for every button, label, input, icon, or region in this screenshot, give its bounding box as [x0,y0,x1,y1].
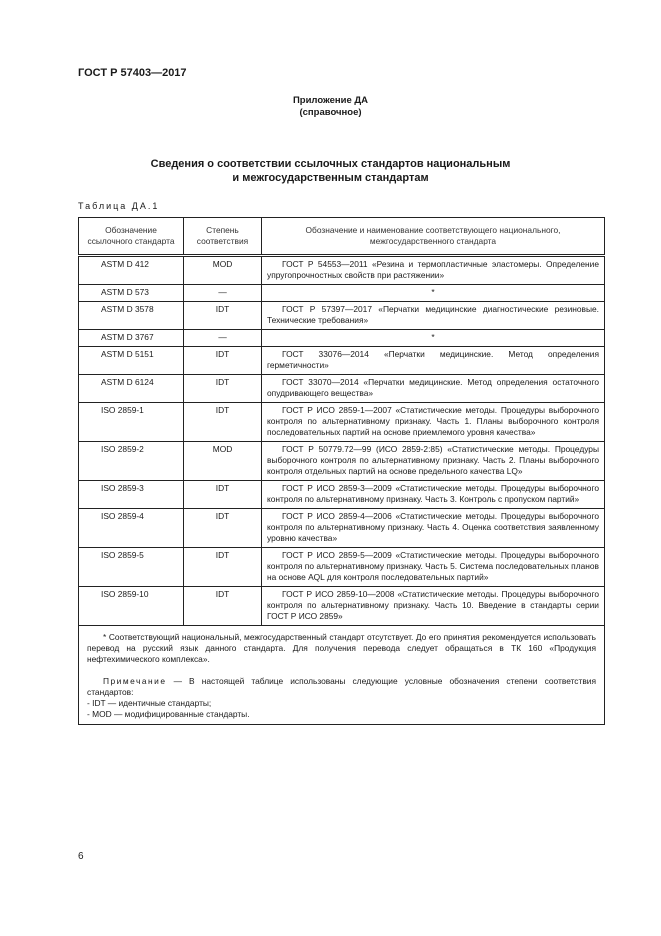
appendix-title: Приложение ДА [292,95,369,106]
table-row [79,302,605,330]
national-standard: ГОСТ 33070—2014 «Перчатки медицинские. Метод определения остаточного опудривающего вещества» [262,375,605,403]
degree-of-correspondence: — [184,330,262,347]
note-text: — В настоящей таблице использованы следующие условные обозначения степени соответствия стандартов: [87,676,596,697]
reference-standard: ISO 2859-3 [79,481,184,509]
appendix-subtitle: (справочное) [299,107,362,118]
national-standard: ГОСТ Р ИСО 2859-4—2006 «Статистические методы. Процедуры выборочного контроля по альтернативному признаку. Часть 4. Оценка соответствия заявленному уровню качества» [262,509,605,548]
degree-of-correspondence: IDT [184,509,262,548]
national-standard: ГОСТ Р ИСО 2859-5—2009 «Статистические методы. Процедуры выборочного контроля по альтернативному признаку. Часть 5. Система последовательных планов на основе AQL для контроля последовательных партий» [262,548,605,587]
reference-standard: ISO 2859-1 [79,403,184,442]
correspondence-table [78,217,605,725]
national-standard: ГОСТ Р ИСО 2859-10—2008 «Статистические методы. Процедуры выборочного контроля по альтернативному признаку. Часть 10. Введение в стандарты серии ГОСТ Р ИСО 2859» [262,587,605,626]
column-header-national: Обозначение и наименование соответствующего национального, межгосударственного стандарта [262,218,605,256]
table-row [79,481,605,509]
reference-standard: ASTM D 3578 [79,302,184,330]
reference-standard: ASTM D 3767 [79,330,184,347]
degree-of-correspondence: IDT [184,347,262,375]
degree-of-correspondence: IDT [184,403,262,442]
table-row [79,375,605,403]
national-standard: ГОСТ Р 57397—2017 «Перчатки медицинские диагностические резиновые. Технические требования» [262,302,605,330]
table-row [79,548,605,587]
table-row [79,256,605,285]
column-header-reference: Обозначение ссылочного стандарта [79,218,184,256]
degree-of-correspondence: — [184,285,262,302]
section-title [0,157,661,185]
note-label: Примечание [103,676,167,686]
table-row [79,330,605,347]
national-standard: ГОСТ Р ИСО 2859-1—2007 «Статистические методы. Процедуры выборочного контроля по альтернативному признаку. Часть 1. Планы выборочного контроля последовательных партий на основе приемлемого уровня качества» [262,403,605,442]
national-standard: ГОСТ Р 50779.72—99 (ИСО 2859-2:85) «Статистические методы. Процедуры выборочного контроля по альтернативному признаку. Часть 2. Планы выборочного контроля отдельных партий на основе предельного качества LQ» [262,442,605,481]
reference-standard: ISO 2859-4 [79,509,184,548]
note [87,676,596,698]
reference-standard: ASTM D 5151 [79,347,184,375]
table-notes [79,626,605,725]
degree-of-correspondence: MOD [184,256,262,285]
appendix-heading [0,95,661,119]
note-item-idt: - IDT — идентичные стандарты; [87,698,212,708]
table-row [79,587,605,626]
degree-of-correspondence: IDT [184,375,262,403]
reference-standard: ASTM D 6124 [79,375,184,403]
degree-of-correspondence: IDT [184,302,262,330]
national-standard: ГОСТ Р 54553—2011 «Резина и термопластичные эластомеры. Определение упругопрочностных свойств при растяжении» [262,256,605,285]
national-standard: * [262,285,605,302]
table-row [79,442,605,481]
degree-of-correspondence: MOD [184,442,262,481]
table-header-row [79,218,605,256]
table-row [79,403,605,442]
table-row [79,285,605,302]
reference-standard: ISO 2859-5 [79,548,184,587]
table-row [79,347,605,375]
national-standard: * [262,330,605,347]
note-item-mod: - MOD — модифицированные стандарты. [87,709,250,719]
degree-of-correspondence: IDT [184,587,262,626]
table-row [79,509,605,548]
reference-standard: ISO 2859-10 [79,587,184,626]
table-label: Таблица ДА.1 [78,201,160,211]
page-number: 6 [78,851,84,862]
reference-standard: ASTM D 412 [79,256,184,285]
national-standard: ГОСТ 33076—2014 «Перчатки медицинские. Метод определения герметичности» [262,347,605,375]
document-header: ГОСТ Р 57403—2017 [78,67,187,79]
reference-standard: ISO 2859-2 [79,442,184,481]
table-notes-row [79,626,605,725]
column-header-degree: Степень соответствия [184,218,262,256]
footnote: * Соответствующий национальный, межгосударственный стандарт отсутствует. До его принятия рекомендуется использовать перевод на русский язык данного стандарта. Для получения перевода следует обращаться в ТК 160 «Продукция нефтехимического комплекса». [87,632,596,664]
degree-of-correspondence: IDT [184,481,262,509]
section-title-line2: и межгосударственным стандартам [232,172,429,184]
section-title-line1: Сведения о соответствии ссылочных стандартов национальным [150,158,511,170]
reference-standard: ASTM D 573 [79,285,184,302]
national-standard: ГОСТ Р ИСО 2859-3—2009 «Статистические методы. Процедуры выборочного контроля по альтернативному признаку. Часть 3. Контроль с пропуском партий» [262,481,605,509]
degree-of-correspondence: IDT [184,548,262,587]
